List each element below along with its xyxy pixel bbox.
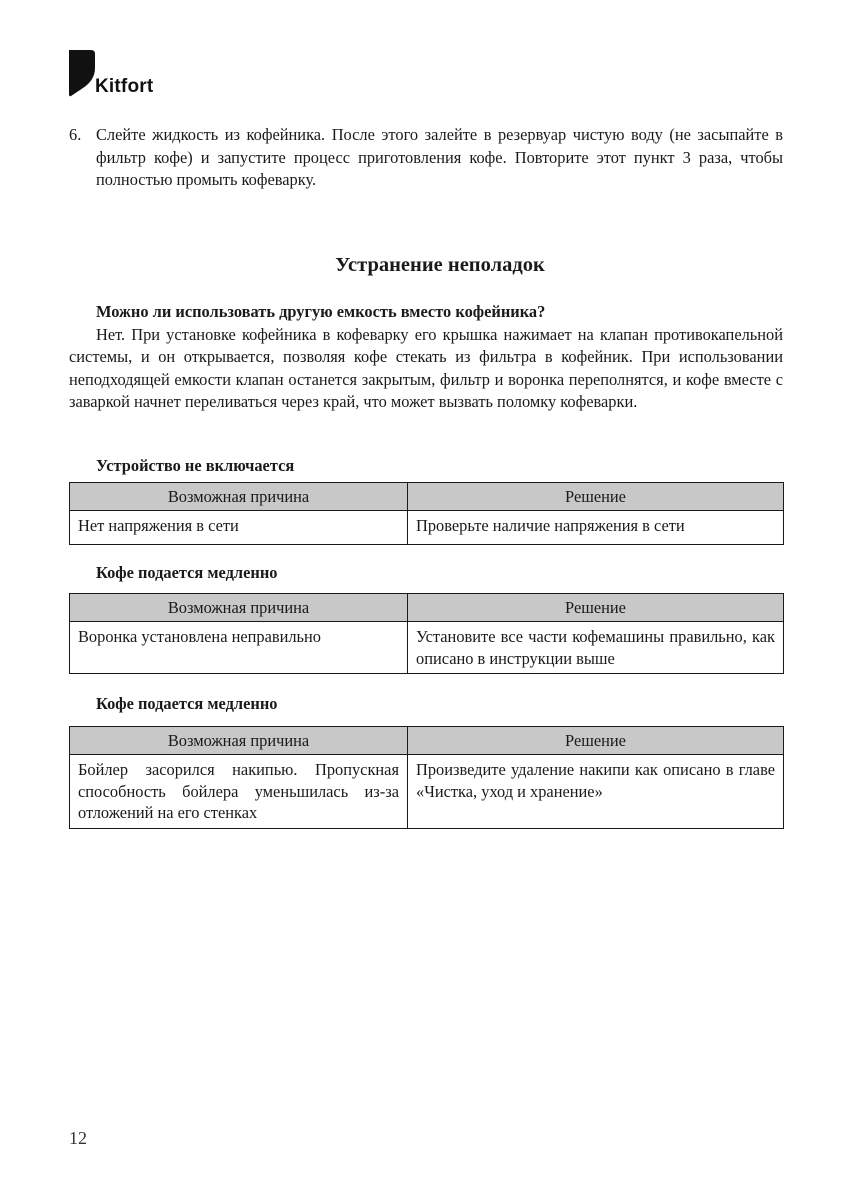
header-cause: Возможная причина [70,483,408,511]
table-row [70,755,784,829]
trouble-table-2 [69,593,784,674]
table-header-row [70,483,784,511]
problem-title-3: Кофе подается медленно [96,694,278,713]
solution-cell: Проверьте наличие напряжения в сети [408,511,784,545]
faq-question: Можно ли использовать другую емкость вместо кофейника? [96,302,546,321]
page-number: 12 [69,1128,87,1148]
solution-cell: Установите все части кофемашины правильно, как описано в инструкции выше [408,622,784,674]
problem-title-2: Кофе подается медленно [96,563,278,582]
kitfort-logo [69,50,179,98]
cause-cell: Нет напряжения в сети [70,511,408,545]
cause-cell: Бойлер засорился накипью. Пропускная способность бойлера уменьшилась из-за отложений на его стенках [70,755,408,829]
faq-block [69,301,783,414]
table-header-row [70,727,784,755]
header-solution: Решение [408,594,784,622]
step-text: Слейте жидкость из кофейника. После этого залейте в резервуар чистую воду (не засыпайте в фильтр кофе) и запустите процесс приготовления кофе. Повторите этот пункт 3 раза, чтобы полностью промыть кофеварку. [96,125,783,189]
logo-text: Kitfort [95,76,154,97]
step-6 [69,124,783,192]
trouble-table-1 [69,482,784,545]
header-solution: Решение [408,483,784,511]
solution-cell: Произведите удаление накипи как описано в главе «Чистка, уход и хранение» [408,755,784,829]
trouble-table-3 [69,726,784,829]
table-row [70,622,784,674]
table-row [70,511,784,545]
header-solution: Решение [408,727,784,755]
header-cause: Возможная причина [70,727,408,755]
cause-cell: Воронка установлена неправильно [70,622,408,674]
step-number: 6. [69,125,82,144]
table-header-row [70,594,784,622]
section-title: Устранение неполадок [335,254,545,276]
kitfort-logo-mark-icon [69,50,95,98]
header-cause: Возможная причина [70,594,408,622]
problem-title-1: Устройство не включается [96,456,295,475]
faq-answer: Нет. При установке кофейника в кофеварку его крышка нажимает на клапан противокапельной системы, и он открывается, позволяя кофе стекать из фильтра в кофейник. При использовании неподходящей емкости клапан останется закрытым, фильтр и воронка переполнятся, и кофе вместе с заваркой начнет переливаться через край, что может вызвать поломку кофеварки. [69,324,783,411]
